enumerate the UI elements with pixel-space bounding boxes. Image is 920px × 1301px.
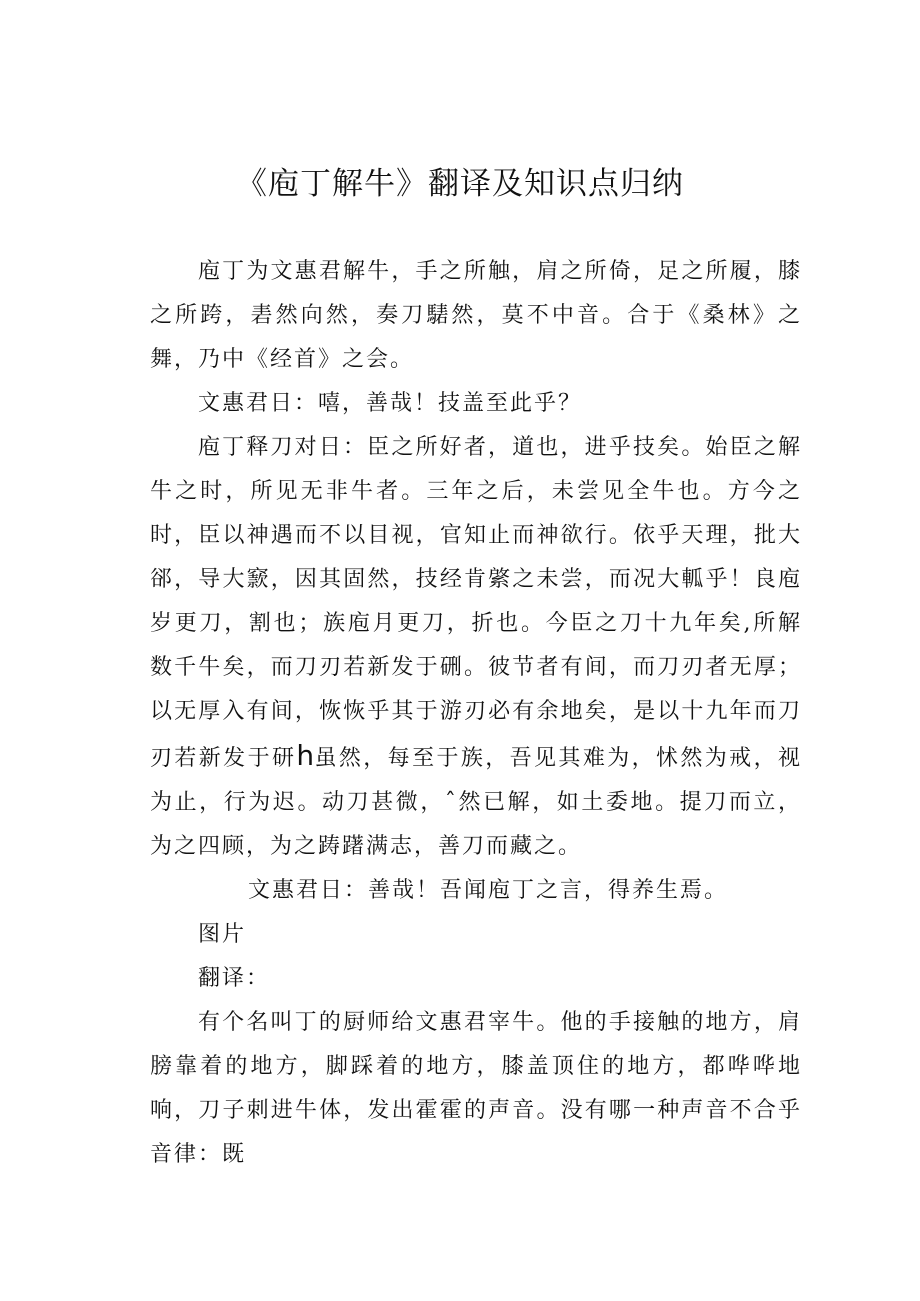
paragraph-intro: 庖丁为文惠君解牛，手之所触，肩之所倚，足之所履，膝之所跨，砉然向然，奏刀騞然，莫不中音。合于《桑林》之舞，乃中《经首》之会。 [150, 259, 802, 372]
paragraph-paoding-reply [150, 426, 802, 869]
image-label: 图片 [198, 922, 247, 947]
translation-label: 翻译： [198, 966, 271, 991]
paragraph-paoding-reply-part1: 庖丁释刀对日：臣之所好者，道也，进乎技矣。始臣之解牛之时，所见无非牛者。三年之后，未尝见全牛也。方今之时，臣以神遇而不以目视，官知止而神欲行。依乎天理，批大郤，导大窾，因其固然，技经肯綮之未尝，而况大軱乎！良庖岁更刀，割也；族庖月更刀，折也。今臣之刀十九年矣,所解数千牛矣，而刀刃若新发于硎。彼节者有间，而刀刃者无厚；以无厚入有间，恢恢乎其于游刃必有余地矣，是以十九年而刀刃若新发于研 [150, 435, 802, 771]
paragraph-paoding-reply-part2: 虽然，每至于族，吾见其难为，怵然为戒，视为止，行为迟。动刀甚微，ˆ然已解，如土委地。提刀而立，为之四顾，为之踌躇满志，善刀而藏之。 [150, 746, 802, 859]
stray-glyph: h [296, 739, 315, 772]
translation-text: 有个名叫丁的厨师给文惠君宰牛。他的手接触的地方，肩膀靠着的地方，脚踩着的地方，膝盖顶住的地方，都哗哗地响，刀子刺进牛体，发出霍霍的声音。没有哪一种声音不合乎音律：既 [150, 1010, 802, 1167]
document-body [150, 250, 802, 1177]
paragraph-wenhuijun: 文惠君日：嘻，善哉！技盖至此乎？ [198, 391, 583, 416]
document-title: 《庖丁解牛》翻译及知识点归纳 [236, 166, 684, 202]
paragraph-closing: 文惠君日：善哉！吾闻庖丁之言，得养生焉。 [248, 878, 729, 903]
